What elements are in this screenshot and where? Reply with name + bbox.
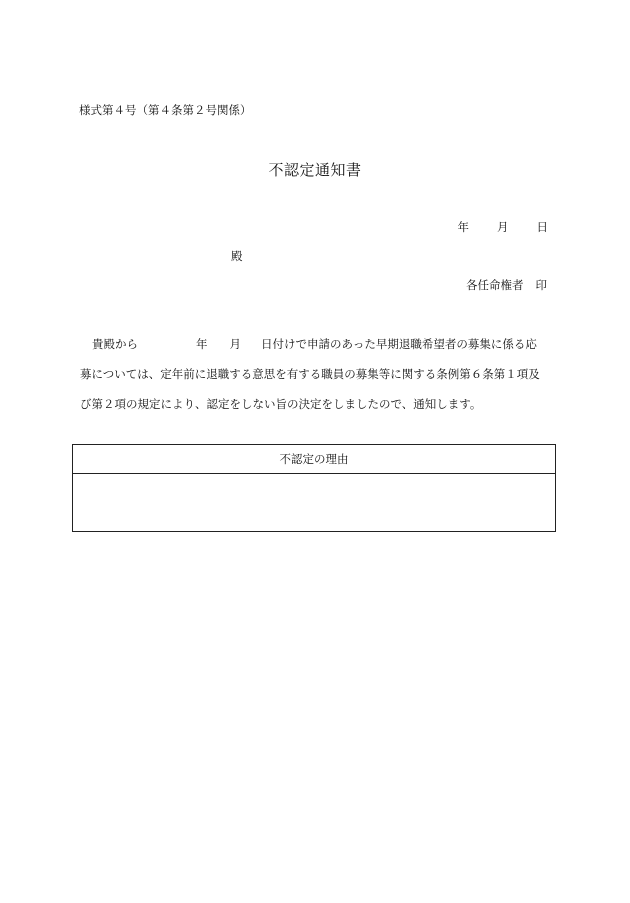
issuer-seal: 印 xyxy=(535,278,547,292)
body-line-1 xyxy=(80,336,537,352)
reason-header: 不認定の理由 xyxy=(73,445,555,474)
body-line1-year: 年 xyxy=(196,337,208,351)
body-line-3: び第２項の規定により、認定をしない旨の決定をしましたので、通知します。 xyxy=(80,397,482,411)
document-title: 不認定通知書 xyxy=(268,161,362,179)
body-line-2: 募については、定年前に退職する意思を有する職員の募集等に関する条例第６条第１項及 xyxy=(80,367,540,381)
issuer-label: 各任命権者 xyxy=(466,278,524,292)
date-line xyxy=(458,219,549,235)
reason-box xyxy=(72,444,556,532)
body-line1-start: 貴殿から xyxy=(92,337,138,351)
form-number: 様式第４号（第４条第２号関係） xyxy=(79,103,252,117)
date-year-label: 年 xyxy=(457,220,469,234)
issuer-line xyxy=(466,277,547,293)
addressee-suffix: 殿 xyxy=(231,249,243,263)
date-day-label: 日 xyxy=(536,220,548,234)
body-line1-rest: 日付けで申請のあった早期退職希望者の募集に係る応 xyxy=(261,337,537,351)
reason-content xyxy=(73,474,555,531)
body-line1-month: 月 xyxy=(229,337,241,351)
date-month-label: 月 xyxy=(497,220,509,234)
